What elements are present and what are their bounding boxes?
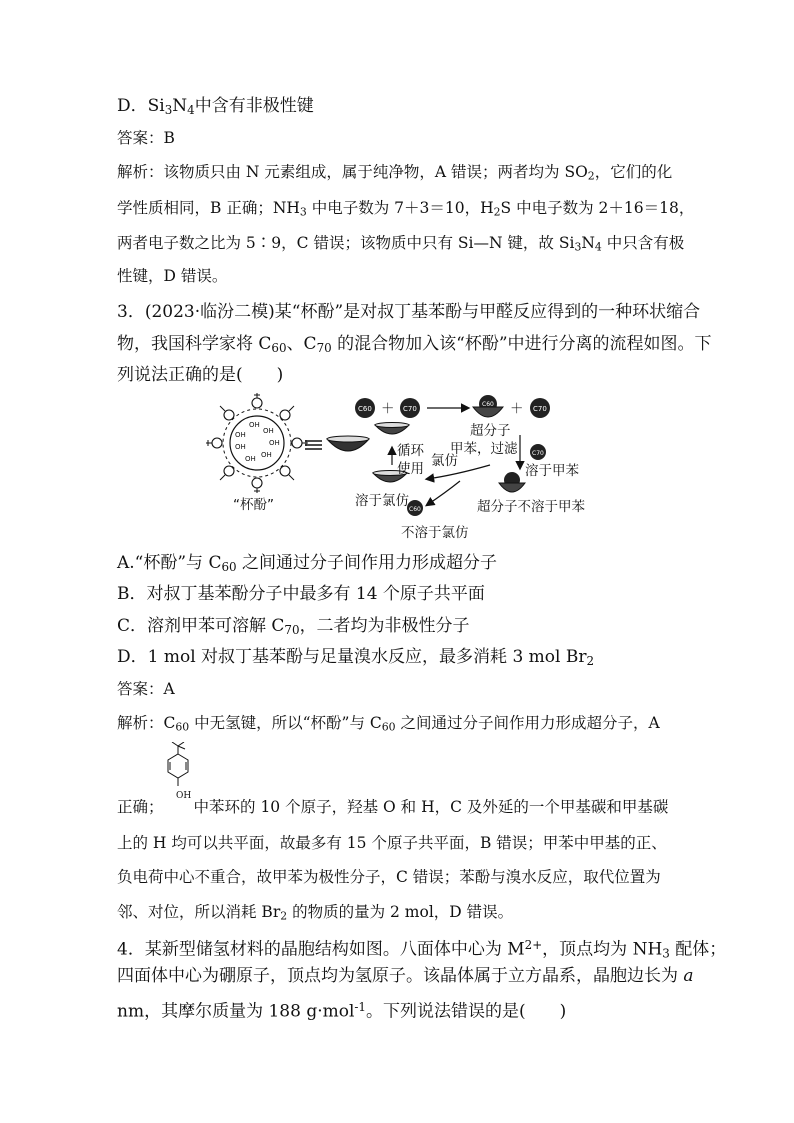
q2-analysis-line-2: 学性质相同，B 正确；$NH_3$ 中电子数为 7＋3＝10，$H_2S$ 中电子数为 2＋16＝18，: [117, 199, 695, 219]
q4-stem-line-3: nm，其摩尔质量为 188 g·mol$^{-1}$。下列说法错误的是( ): [117, 1000, 567, 1022]
cup-label: “杯酚”: [233, 497, 274, 513]
q3-analysis-line-5: 邻、对位，所以消耗 $Br_2$ 的物质的量为 2 mol，D 错误。: [117, 903, 514, 923]
svg-text:C60: C60: [482, 401, 494, 408]
q2-analysis-line-4: 性键，D 错误。: [117, 267, 228, 285]
q3-stem-line-2: 物，我国科学家将 $C_{60}$、$C_{70}$ 的混合物加入该“杯酚”中进行分离的流程如图。下: [117, 334, 712, 355]
svg-text:＋: ＋: [381, 401, 395, 417]
svg-text:OH: OH: [269, 439, 280, 447]
svg-text:溶于氯仿: 溶于氯仿: [355, 493, 409, 509]
equivalent-sign: [305, 441, 322, 449]
svg-text:C70: C70: [532, 450, 544, 457]
q3-option-c: C．溶剂甲苯可溶解 $C_{70}$，二者均为非极性分子: [117, 616, 470, 637]
svg-text:不溶于氯仿: 不溶于氯仿: [401, 525, 469, 541]
q4-stem-line-2: 四面体中心为硼原子，顶点均为氢原子。该晶体属于立方晶系，晶胞边长为 a: [117, 966, 694, 986]
q2-option-d: D．$Si_3N_4$中含有非极性键: [117, 96, 314, 117]
q2-answer: 答案：B: [117, 129, 175, 147]
svg-text:OH: OH: [249, 421, 260, 429]
q3-stem-line-1: 3．(2023·临汾二模)某“杯酚”是对叔丁基苯酚与甲醛反应得到的一种环状缩合: [117, 302, 701, 322]
q3-option-a: A.“杯酚”与 $C_{60}$ 之间通过分子间作用力形成超分子: [117, 553, 498, 574]
q3-option-d: D．1 mol 对叔丁基苯酚与足量溴水反应，最多消耗 3 mol $Br_2$: [117, 647, 595, 668]
q3-analysis-line-3: 上的 H 均可以共平面，故最多有 15 个原子共平面，B 错误；甲苯中甲基的正、: [117, 834, 667, 852]
c70-ball-icon-2: [530, 398, 550, 418]
c70-ball-icon-3: [530, 444, 546, 460]
c60-ball-icon-2: [407, 500, 423, 516]
svg-text:＋: ＋: [510, 401, 524, 417]
svg-text:超分子: 超分子: [470, 423, 511, 439]
svg-text:甲苯，过滤: 甲苯，过滤: [450, 441, 518, 457]
supramolecule-icon-2: [499, 472, 525, 492]
q2-analysis-line-3: 两者电子数之比为 5∶9，C 错误；该物质中只有 Si—N 键，故 $Si_3N_4$ 中只含有极: [117, 234, 685, 254]
arrow-to-c60: [427, 481, 460, 505]
q3-analysis-line-2: 正确； 中苯环的 10 个原子，羟基 O 和 H，C 及外延的一个甲基碳和甲基碳: [117, 798, 669, 816]
svg-text:C60: C60: [409, 506, 421, 513]
calixarene-structure-icon: [206, 393, 308, 493]
c60-ball-icon: [355, 398, 375, 418]
separation-flow-diagram: [205, 393, 590, 543]
q3-option-b: B．对叔丁基苯酚分子中最多有 14 个原子共平面: [117, 584, 485, 604]
supramolecule-icon: [473, 395, 503, 417]
svg-text:OH: OH: [235, 443, 246, 451]
svg-text:OH: OH: [235, 431, 246, 439]
c70-ball-icon: [400, 398, 420, 418]
svg-text:C70: C70: [403, 405, 417, 413]
q3-stem-line-3: 列说法正确的是( ): [117, 365, 284, 385]
svg-text:溶于甲苯: 溶于甲苯: [525, 463, 579, 479]
svg-text:OH: OH: [261, 451, 272, 459]
q4-stem-line-1: 4．某新型储氢材料的晶胞结构如图。八面体中心为 $M^{2+}$，顶点均为 $NH_3$ 配体；: [117, 938, 727, 961]
q3-answer: 答案：A: [117, 680, 175, 698]
svg-text:氯仿: 氯仿: [431, 453, 458, 469]
q2-analysis-line-1: 解析：该物质只由 N 元素组成，属于纯净物，A 错误；两者均为 $SO_2$，它们的化: [117, 163, 673, 183]
bowl-icon: [327, 436, 369, 451]
svg-text:使用: 使用: [397, 461, 424, 477]
svg-text:OH: OH: [245, 455, 256, 463]
svg-text:C70: C70: [533, 405, 547, 413]
q3-analysis-line-4: 负电荷中心不重合，故甲苯为极性分子，C 错误；苯酚与溴水反应，取代位置为: [117, 868, 661, 886]
svg-text:超分子不溶于甲苯: 超分子不溶于甲苯: [477, 499, 585, 515]
svg-text:OH: OH: [263, 427, 274, 435]
bowl-icon-3: [375, 423, 409, 435]
svg-text:循环: 循环: [397, 443, 424, 459]
q3-analysis-line-1: 解析：$C_{60}$ 中无氢键，所以“杯酚”与 $C_{60}$ 之间通过分子间作用力形成超分子，A: [117, 714, 660, 734]
svg-text:C60: C60: [358, 405, 372, 413]
svg-text:OH: OH: [176, 791, 192, 801]
